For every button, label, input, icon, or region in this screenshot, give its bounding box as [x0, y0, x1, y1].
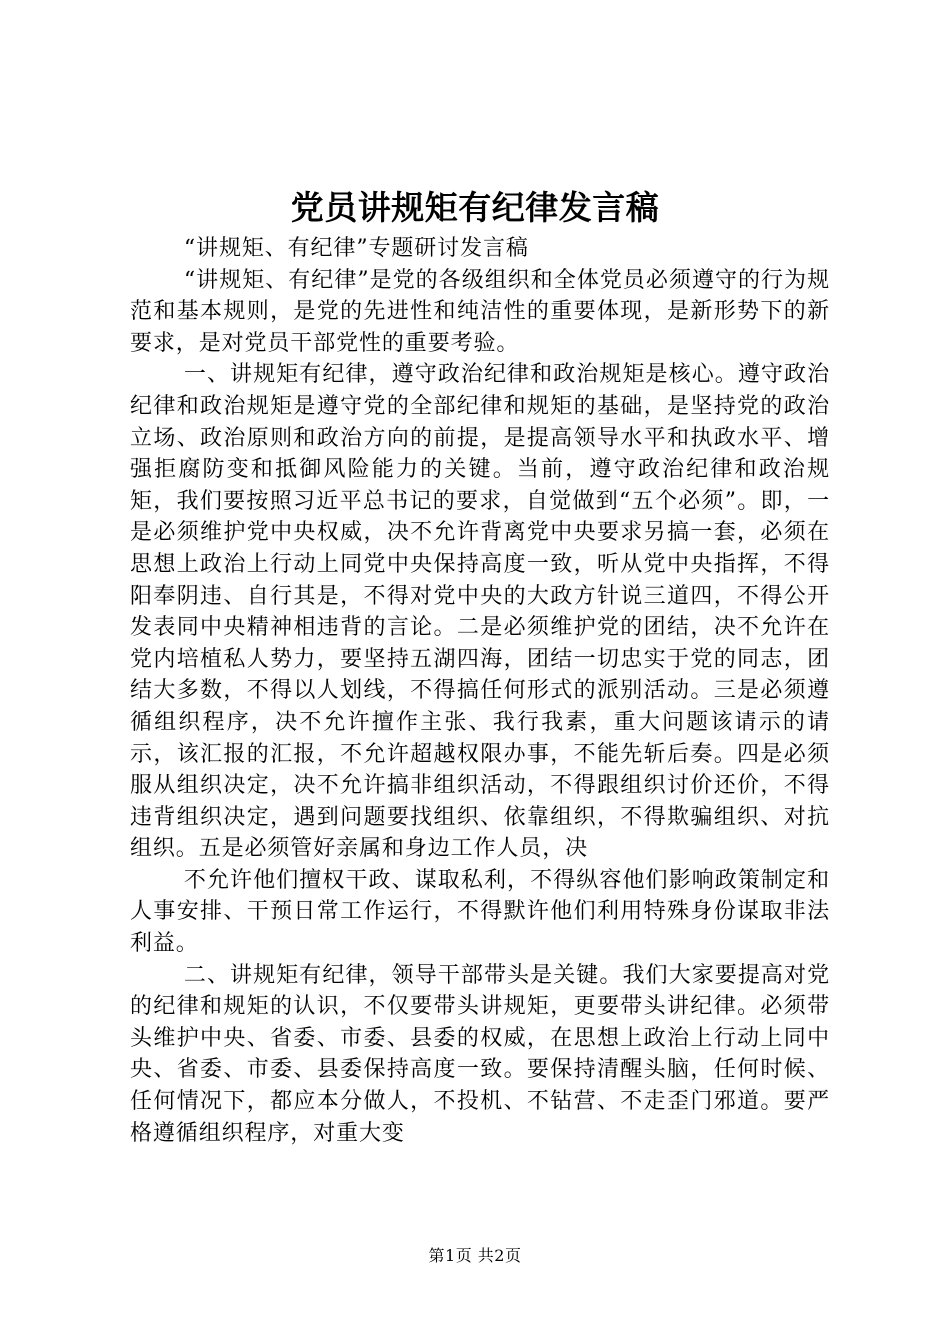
paragraph-section-one: 一、讲规矩有纪律，遵守政治纪律和政治规矩是核心。遵守政治纪律和政治规矩是遵守党的全部纪律和规矩的基础，是坚持党的政治立场、政治原则和政治方向的前提，是提高领导水平和执政水平、增强拒腐防变和抵御风险能力的关键。当前，遵守政治纪律和政治规矩，我们要按照习近平总书记的要求，自觉做到“五个必须”。即，一是必须维护党中央权威，决不允许背离党中央要求另搞一套，必须在思想上政治上行动上同党中央保持高度一致，听从党中央指挥，不得阳奉阴违、自行其是，不得对党中央的大政方针说三道四，不得公开发表同中央精神相违背的言论。二是必须维护党的团结，决不允许在党内培植私人势力，要坚持五湖四海，团结一切忠实于党的同志，团结大多数，不得以人划线，不得搞任何形式的派别活动。三是必须遵循组织程序，决不允许擅作主张、我行我素，重大问题该请示的请示，该汇报的汇报，不允许超越权限办事，不能先斩后奏。四是必须服从组织决定，决不允许搞非组织活动，不得跟组织讨价还价，不得违背组织决定，遇到问题要找组织、依靠组织，不得欺骗组织、对抗组织。五是必须管好亲属和身边工作人员，决 [130, 362, 830, 862]
paragraph-section-two: 二、讲规矩有纪律，领导干部带头是关键。我们大家要提高对党的纪律和规矩的认识，不仅要带头讲规矩，更要带头讲纪律。必须带头维护中央、省委、市委、县委的权威，在思想上政治上行动上同中央、省委、市委、县委保持高度一致。要保持清醒头脑，任何时候、任何情况下，都应本分做人，不投机、不钻营、不走歪门邪道。要严格遵循组织程序，对重大变 [130, 962, 830, 1146]
paragraph-subtitle: “讲规矩、有纪律”专题研讨发言稿 [183, 236, 529, 261]
document-title: 党员讲规矩有纪律发言稿 [290, 188, 660, 227]
paragraph-intro: “讲规矩、有纪律”是党的各级组织和全体党员必须遵守的行为规范和基本规则，是党的先进性和纯洁性的重要体现，是新形势下的新要求，是对党员干部党性的重要考验。 [130, 267, 830, 356]
document-body [130, 233, 830, 1149]
page-footer: 第1页 共2页 [428, 1246, 522, 1265]
paragraph-section-one-continued: 不允许他们擅权干政、谋取私利，不得纵容他们影响政策制定和人事安排、干预日常工作运行，不得默许他们利用特殊身份谋取非法利益。 [130, 867, 830, 957]
